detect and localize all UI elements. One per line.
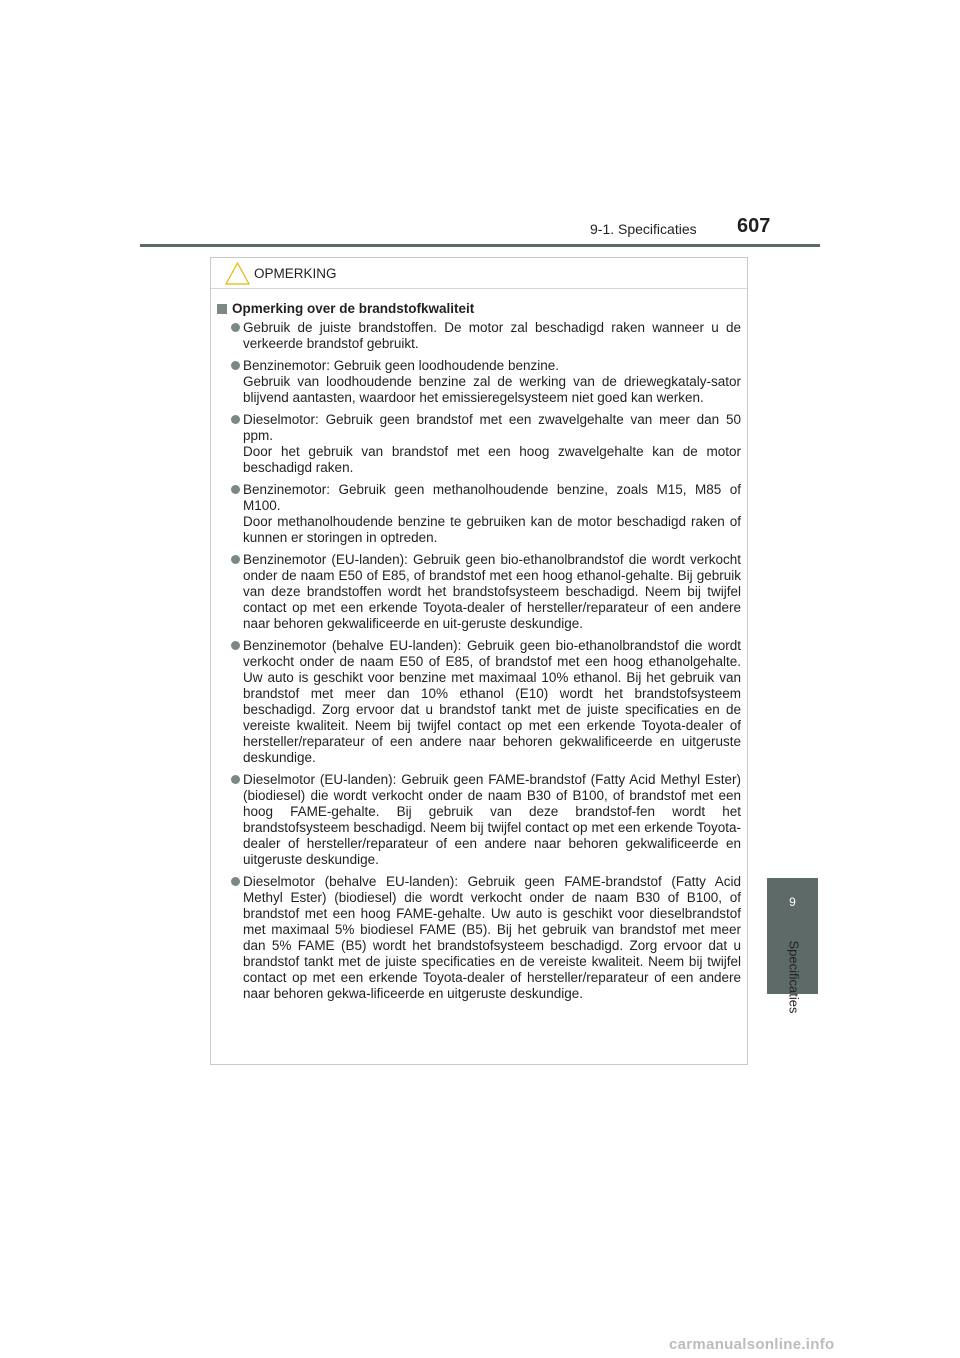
bullet-text: Door het gebruik van brandstof met een hoog zwavelgehalte kan de motor beschadigd raken. [243, 444, 741, 475]
bullet-item [217, 874, 741, 1002]
round-bullet-icon [231, 415, 240, 424]
round-bullet-icon [231, 485, 240, 494]
bullet-item [217, 358, 741, 406]
bullet-text: Gebruik de juiste brandstoffen. De motor zal beschadigd raken wanneer u de verkeerde brandstof gebruikt. [243, 320, 741, 351]
bullet-item [217, 412, 741, 476]
notice-title: OPMERKING [254, 266, 337, 281]
bullet-text: Benzinemotor (behalve EU-landen): Gebruik geen bio-ethanolbrandstof die wordt verkocht onder de naam E50 of E85, of brandstof met een hoog ethanolgehalte. Uw auto is geschikt voor benzine met maximaal 10% ethanol. Bij het gebruik van brandstof met meer dan 10% ethanol (E10) wordt het brandstofsysteem beschadigd. Zorg ervoor dat u brandstof tankt met de juiste specificaties en de vereiste kwaliteit. Neem bij twijfel contact op met een erkende Toyota-dealer of hersteller/reparateur of een andere naar behoren gekwalificeerde en uitgeruste deskundige. [243, 638, 741, 765]
bullet-item [217, 320, 741, 352]
bullet-text: Benzinemotor: Gebruik geen loodhoudende benzine. [243, 358, 559, 373]
bullet-text: Benzinemotor (EU-landen): Gebruik geen bio-ethanolbrandstof die wordt verkocht onder de naam E50 of E85, of brandstof met een hoog ethanol-gehalte. Bij gebruik van deze brandstoffen wordt het brandstofsysteem beschadigd. Neem bij twijfel contact op met een erkende Toyota-dealer of hersteller/reparateur of een andere naar behoren gekwalificeerde en uit-geruste deskundige. [243, 552, 741, 631]
bullet-text: Dieselmotor (behalve EU-landen): Gebruik geen FAME-brandstof (Fatty Acid Methyl Ester) (biodiesel) die wordt verkocht onder de naam B30 of B100, of brandstof met een hoog FAME-gehalte. Uw auto is geschikt voor dieselbrandstof met maximaal 5% biodiesel FAME (B5). Bij het gebruik van brandstof met meer dan 5% FAME (B5) wordt het brandstofsysteem beschadigd. Zorg ervoor dat u brandstof tankt met de juiste specificaties en de vereiste kwaliteit. Neem bij twijfel contact op met een erkende Toyota-dealer of hersteller/reparateur of een andere naar behoren gekwa-lificeerde en uitgeruste deskundige. [243, 874, 741, 1001]
header-rule [140, 244, 820, 247]
bullet-text: Gebruik van loodhoudende benzine zal de werking van de driewegkataly-sator blijvend aantasten, waardoor het emissieregelsysteem niet goed kan werken. [243, 374, 741, 405]
round-bullet-icon [231, 877, 240, 886]
round-bullet-icon [231, 641, 240, 650]
bullet-item [217, 638, 741, 766]
notice-section-title: Opmerking over de brandstofkwaliteit [232, 301, 475, 316]
round-bullet-icon [231, 323, 240, 332]
notice-section-heading [217, 301, 741, 317]
round-bullet-icon [231, 555, 240, 564]
square-bullet-icon [217, 304, 227, 314]
bullet-text: Dieselmotor: Gebruik geen brandstof met een zwavelgehalte van meer dan 50 ppm. [243, 412, 741, 443]
bullet-list [217, 320, 741, 1002]
notice-header [211, 258, 747, 289]
bullet-text: Door methanolhoudende benzine te gebruiken kan de motor beschadigd raken of kunnen er storingen in optreden. [243, 514, 741, 545]
notice-box [210, 257, 748, 1065]
round-bullet-icon [231, 361, 240, 370]
bullet-text: Dieselmotor (EU-landen): Gebruik geen FAME-brandstof (Fatty Acid Methyl Ester) (biodiesel) die wordt verkocht onder de naam B30 of B100, of brandstof met een hoog FAME-gehalte. Bij gebruik van deze brandstof-fen wordt het brandstofsysteem beschadigd. Neem bij twijfel contact op met een erkende Toyota-dealer of hersteller/reparateur of een andere naar behoren gekwalificeerde en uitgeruste deskundige. [243, 772, 741, 867]
chapter-label [785, 942, 803, 1012]
section-title: 9-1. Specificaties [590, 221, 697, 237]
bullet-item [217, 482, 741, 546]
notice-body [211, 289, 747, 1002]
bullet-item [217, 552, 741, 632]
chapter-label-text: Specificaties [786, 940, 802, 1014]
chapter-number: 9 [789, 895, 796, 909]
footer-watermark: carmanualsonline.info [669, 1336, 835, 1353]
warning-triangle-icon [225, 262, 250, 285]
bullet-item [217, 772, 741, 868]
page-number: 607 [737, 215, 771, 237]
round-bullet-icon [231, 775, 240, 784]
bullet-text: Benzinemotor: Gebruik geen methanolhoudende benzine, zoals M15, M85 of M100. [243, 482, 741, 513]
